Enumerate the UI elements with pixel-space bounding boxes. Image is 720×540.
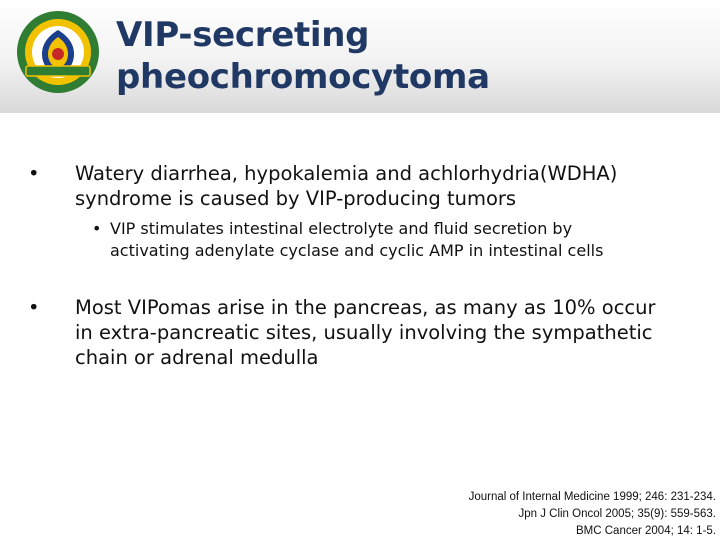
- bullet-marker: •: [28, 162, 40, 185]
- bullet-marker: •: [28, 296, 40, 319]
- slide-header: [0, 0, 720, 113]
- bullet-item: [28, 161, 678, 211]
- title-line: VIP-secreting: [116, 15, 370, 55]
- title-line: pheochromocytoma: [116, 57, 490, 97]
- sub-bullet-item: [92, 218, 652, 262]
- reference-line: Journal of Internal Medicine 1999; 246: 231-234.: [468, 491, 716, 503]
- slide-title: [116, 14, 490, 98]
- sub-bullet-text: VIP stimulates intestinal electrolyte and fluid secretion by activating adenylate cyclase and cyclic AMP in intestinal cells: [110, 219, 604, 260]
- reference-line: Jpn J Clin Oncol 2005; 35(9): 559-563.: [518, 508, 716, 520]
- bullet-item: [28, 295, 678, 370]
- bullet-text: Most VIPomas arise in the pancreas, as many as 10% occur in extra-pancreatic sites, usually involving the sympathetic chain or adrenal medulla: [75, 296, 656, 369]
- references: [469, 489, 716, 540]
- university-seal-icon: [16, 10, 100, 94]
- slide-body: [0, 113, 720, 540]
- reference-line: BMC Cancer 2004; 14: 1-5.: [576, 525, 716, 537]
- bullet-text: Watery diarrhea, hypokalemia and achlorhydria(WDHA) syndrome is caused by VIP-producing tumors: [75, 162, 618, 210]
- bullet-marker: •: [92, 219, 102, 238]
